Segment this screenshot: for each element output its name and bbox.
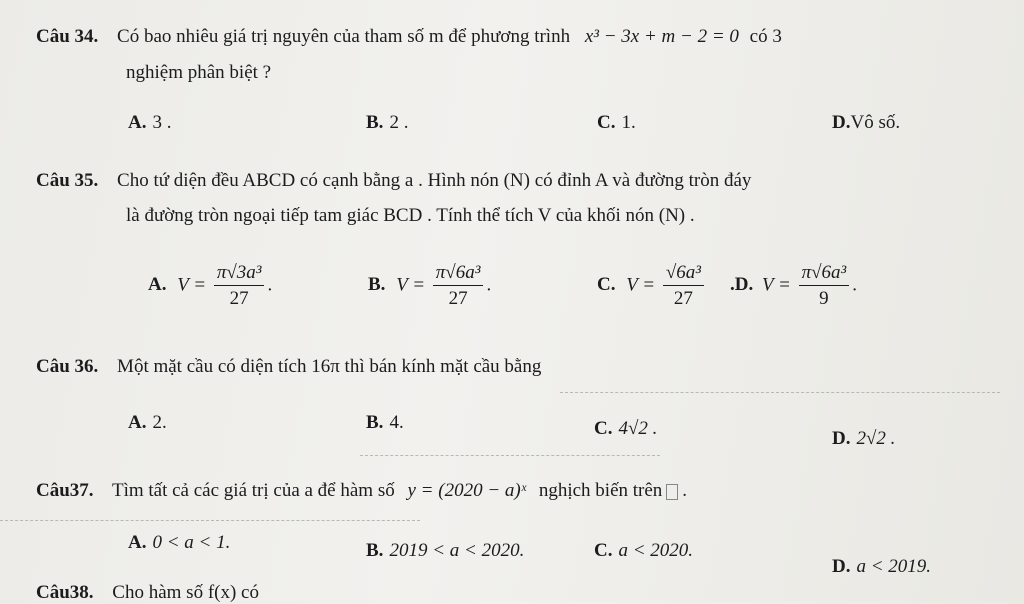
fraction (433, 262, 484, 310)
question-number: Câu37. (36, 480, 94, 501)
option-label: .D. (730, 274, 754, 296)
question-34-line1 (36, 26, 782, 48)
option-value: 1. (621, 112, 636, 133)
divider (360, 455, 660, 456)
question-text: Cho tứ diện đều ABCD có cạnh bằng a . Hình nón (N) có đỉnh A và đường tròn đáy (117, 170, 752, 191)
option-value: 4√2 . (618, 418, 658, 439)
fraction-numerator: π√3a³ (214, 262, 265, 286)
question-text: là đường tròn ngoại tiếp tam giác BCD . Tính thể tích V của khối nón (N) . (126, 205, 695, 226)
option-label: B. (366, 412, 384, 433)
option-value: 0 < a < 1. (152, 532, 231, 553)
fraction (663, 262, 704, 310)
option-b[interactable] (366, 112, 408, 134)
option-a[interactable] (128, 412, 167, 434)
question-35-line2 (126, 205, 695, 227)
option-label: C. (597, 274, 616, 296)
option-c[interactable] (597, 262, 707, 310)
missing-glyph-icon (666, 484, 678, 500)
option-value: a < 2020. (618, 540, 694, 561)
question-text: có 3 (749, 26, 782, 47)
option-label: B. (366, 112, 384, 133)
question-text: Có bao nhiêu giá trị nguyên của tham số m để phương trình (117, 26, 571, 47)
option-label: B. (368, 274, 386, 296)
formula-lhs: V = (626, 274, 656, 296)
option-d[interactable] (832, 428, 895, 450)
option-b[interactable] (366, 412, 404, 434)
option-value: 2019 < a < 2020. (389, 540, 525, 561)
option-end: . (267, 274, 273, 296)
option-value: a < 2019. (856, 556, 932, 577)
fraction-denominator: 9 (819, 288, 829, 309)
question-number: Câu38. (36, 582, 94, 603)
question-text: Một mặt cầu có diện tích 16π thì bán kính mặt cầu bằng (117, 356, 542, 377)
fraction-numerator: π√6a³ (799, 262, 850, 286)
option-label: A. (128, 532, 147, 553)
equation: y = (2020 − a)ˣ (407, 480, 527, 501)
fraction-denominator: 27 (673, 288, 693, 309)
option-a[interactable] (128, 112, 171, 134)
option-d[interactable] (730, 262, 857, 310)
question-number: Câu 34. (36, 26, 99, 47)
option-label: A. (128, 412, 147, 433)
option-label: B. (366, 540, 384, 561)
option-value: 4. (389, 412, 404, 433)
option-label: A. (148, 274, 167, 296)
question-37-line1 (36, 480, 687, 502)
fraction-denominator: 27 (448, 288, 468, 309)
option-value: 3 . (152, 112, 172, 133)
question-34-line2 (126, 62, 271, 84)
question-35-line1 (36, 170, 751, 192)
question-text: nghiệm phân biệt ? (126, 62, 272, 83)
option-a[interactable] (148, 262, 272, 310)
option-label: D. (832, 556, 851, 577)
option-label: D. (832, 428, 851, 449)
equation: x³ − 3x + m − 2 = 0 (584, 26, 739, 47)
question-text: Cho hàm số f(x) có (112, 582, 259, 603)
question-number: Câu 36. (36, 356, 99, 377)
option-value: 2√2 . (856, 428, 896, 449)
fraction (214, 262, 265, 310)
sentence-end: . (682, 480, 688, 501)
option-label: A. (128, 112, 147, 133)
option-end: . (852, 274, 857, 296)
fraction (799, 262, 850, 310)
option-label: D. (832, 112, 851, 133)
option-c[interactable] (594, 540, 693, 562)
question-number: Câu 35. (36, 170, 99, 191)
formula-lhs: V = (396, 274, 426, 296)
option-a[interactable] (128, 532, 230, 554)
divider (0, 520, 420, 521)
option-value: Vô số. (850, 112, 901, 133)
question-36-line1 (36, 356, 541, 378)
option-d[interactable] (832, 112, 900, 134)
fraction-numerator: π√6a³ (433, 262, 484, 286)
option-label: C. (594, 418, 613, 439)
question-text: Tìm tất cả các giá trị của a để hàm số (111, 480, 395, 501)
option-label: C. (594, 540, 613, 561)
option-end: . (486, 274, 492, 296)
fraction-denominator: 27 (229, 288, 249, 309)
option-b[interactable] (366, 540, 524, 562)
option-d[interactable] (832, 556, 931, 578)
option-c[interactable] (597, 112, 636, 134)
option-value: 2 . (389, 112, 409, 133)
question-text: nghịch biến trên (538, 480, 663, 501)
formula-lhs: V = (761, 274, 791, 296)
option-c[interactable] (594, 418, 657, 440)
divider (560, 392, 1000, 393)
option-b[interactable] (368, 262, 491, 310)
option-value: 2. (152, 412, 167, 433)
option-label: C. (597, 112, 616, 133)
formula-lhs: V = (177, 274, 207, 296)
fraction-numerator: √6a³ (663, 262, 704, 286)
